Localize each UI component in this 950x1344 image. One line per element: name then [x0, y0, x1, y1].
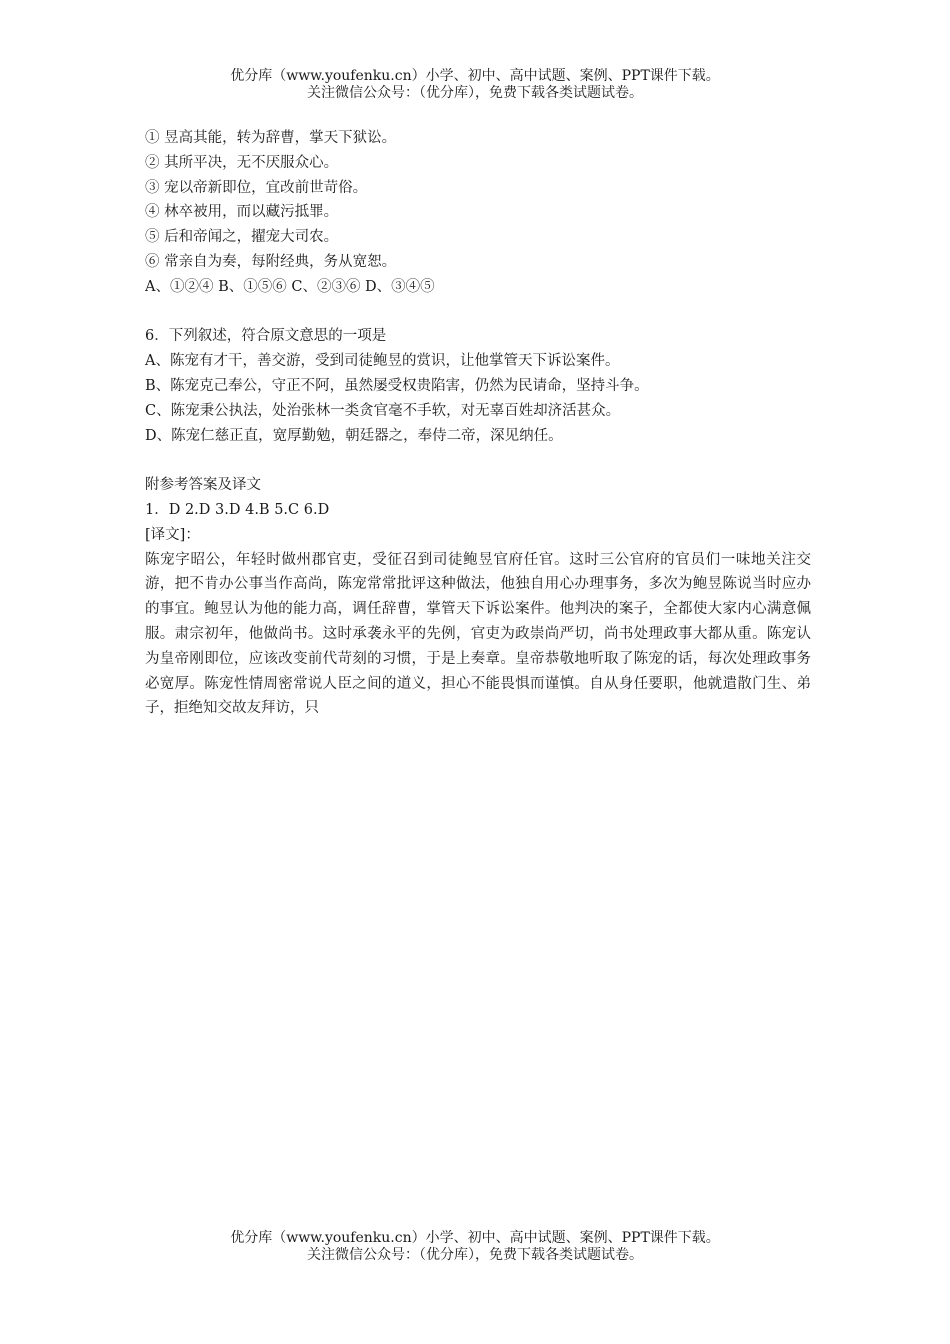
q6-option-c: C、陈宠秉公执法，处治张林一类贪官毫不手软，对无辜百姓却济活甚众。: [145, 402, 621, 419]
question-5-items: [145, 126, 811, 300]
translation-text: 陈宠字昭公，年轻时做州郡官吏，受征召到司徒鲍昱官府任官。这时三公官府的官员们一味地关注交游，把不肯办公事当作高尚，陈宠常常批评这种做法，他独自用心办理事务，多次为鲍昱陈说当时应办的事宜。鲍昱认为他的能力高，调任辞曹，掌管天下诉讼案件。他判决的案子，全都使大家内心满意佩服。肃宗初年，他做尚书。这时承袭永平的先例，官吏为政崇尚严切，尚书处理政事大都从重。陈宠认为皇帝刚即位，应该改变前代苛刻的习惯，于是上奏章。皇帝恭敬地听取了陈宠的话，每次处理政事务必宽厚。陈宠性情周密常说人臣之间的道义，担心不能畏惧而谨慎。自从身任要职，他就遣散门生、弟子，拒绝知交故友拜访，只: [145, 551, 811, 717]
q6-option-a: A、陈宠有才干，善交游，受到司徒鲍昱的赏识，让他掌管天下诉讼案件。: [145, 353, 620, 370]
header-line-2: 关注微信公众号：（优分库），免费下载各类试题试卷。: [307, 85, 643, 101]
question-6: [145, 324, 811, 448]
spacer: [145, 300, 811, 325]
footer-line-1: 优分库（www.youfenku.cn）小学、初中、高中试题、案例、PPT课件下载。: [230, 1230, 720, 1246]
q5-item-1: ① 昱高其能，转为辞曹，掌天下狱讼。: [145, 130, 397, 146]
q5-item-4: ④ 林卒被用，而以藏污抵罪。: [145, 204, 339, 221]
q5-item-3: ③ 宠以帝新即位，宜改前世苛俗。: [145, 179, 368, 196]
translation-label: [译文]：: [145, 526, 200, 543]
page-header: [0, 68, 950, 102]
header-line-1: 优分库（www.youfenku.cn）小学、初中、高中试题、案例、PPT课件下载。: [230, 68, 720, 84]
q5-item-6: ⑥ 常亲自为奏，每附经典，务从宽恕。: [145, 253, 397, 270]
document-body: [145, 126, 811, 721]
answer-keys: 1．D 2.D 3.D 4.B 5.C 6.D: [145, 501, 330, 518]
answers-heading: 附参考答案及译文: [145, 477, 261, 494]
q5-choices: A、①②④ B、①⑤⑥ C、②③⑥ D、③④⑤: [145, 278, 435, 295]
q6-stem: 6．下列叙述，符合原文意思的一项是: [145, 328, 387, 345]
page-footer: [0, 1230, 950, 1264]
q5-item-2: ② 其所平决，无不厌服众心。: [145, 154, 339, 171]
q6-option-b: B、陈宠克己奉公，守正不阿，虽然屡受权贵陷害，仍然为民请命，坚持斗争。: [145, 377, 649, 394]
answer-section: [145, 473, 811, 721]
spacer: [145, 448, 811, 473]
q5-item-5: ⑤ 后和帝闻之，擢宠大司农。: [145, 229, 339, 246]
footer-line-2: 关注微信公众号：（优分库），免费下载各类试题试卷。: [307, 1247, 643, 1263]
q6-option-d: D、陈宠仁慈正直，宽厚勤勉，朝廷器之，奉侍二帝，深见纳任。: [145, 427, 563, 444]
